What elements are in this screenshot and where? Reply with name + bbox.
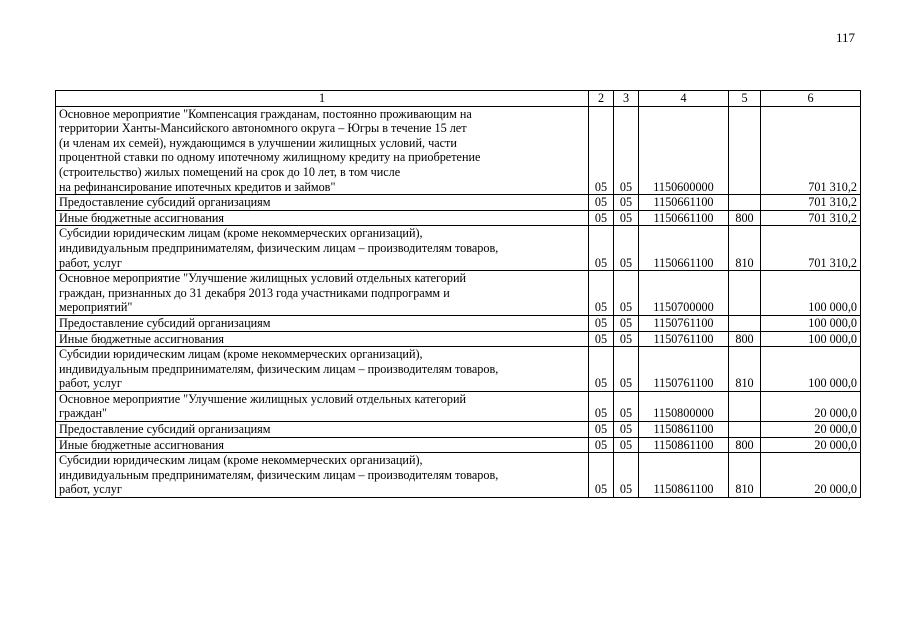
target-code-cell: 1150861100 xyxy=(639,453,729,498)
header-cell: 5 xyxy=(729,91,761,107)
section-cell: 05 xyxy=(589,347,614,392)
row-name-cell: Основное мероприятие "Улучшение жилищных условий отдельных категорий граждан" xyxy=(56,391,589,421)
expense-type-cell xyxy=(729,106,761,195)
amount-cell: 100 000,0 xyxy=(761,331,861,347)
target-code-cell: 1150761100 xyxy=(639,331,729,347)
section-cell: 05 xyxy=(589,195,614,211)
amount-cell: 100 000,0 xyxy=(761,347,861,392)
table-row xyxy=(56,437,861,453)
table-row xyxy=(56,210,861,226)
expense-type-cell: 810 xyxy=(729,226,761,271)
target-code-cell: 1150600000 xyxy=(639,106,729,195)
amount-cell: 20 000,0 xyxy=(761,391,861,421)
table-row xyxy=(56,347,861,392)
table-row xyxy=(56,315,861,331)
section-cell: 05 xyxy=(589,210,614,226)
amount-cell: 100 000,0 xyxy=(761,315,861,331)
header-cell: 3 xyxy=(614,91,639,107)
row-name-cell: Основное мероприятие "Компенсация гражданам, постоянно проживающим на территории Ханты-Мансийского автономного округа – Югры в течение 15 лет (и членам их семей), нуждающимся в улучшении жилищных условий, части процентной ставки по одному ипотечному жилищному кредиту на приобретение (строительство) жилых помещений на срок до 10 лет, в том числе на рефинансирование ипотечных кредитов и займов" xyxy=(56,106,589,195)
table-row xyxy=(56,271,861,316)
subsection-cell: 05 xyxy=(614,453,639,498)
header-cell: 4 xyxy=(639,91,729,107)
subsection-cell: 05 xyxy=(614,271,639,316)
section-cell: 05 xyxy=(589,391,614,421)
target-code-cell: 1150861100 xyxy=(639,422,729,438)
page-number: 117 xyxy=(835,30,855,45)
budget-table xyxy=(55,90,861,498)
expense-type-cell: 800 xyxy=(729,331,761,347)
section-cell: 05 xyxy=(589,453,614,498)
section-cell: 05 xyxy=(589,226,614,271)
row-name-cell: Субсидии юридическим лицам (кроме некоммерческих организаций), индивидуальным предпринимателям, физическим лицам – производителям товаров, работ, услуг xyxy=(56,453,589,498)
subsection-cell: 05 xyxy=(614,106,639,195)
row-name-cell: Предоставление субсидий организациям xyxy=(56,315,589,331)
section-cell: 05 xyxy=(589,437,614,453)
table-row xyxy=(56,422,861,438)
target-code-cell: 1150661100 xyxy=(639,210,729,226)
amount-cell: 701 310,2 xyxy=(761,106,861,195)
subsection-cell: 05 xyxy=(614,210,639,226)
header-row xyxy=(56,91,861,107)
section-cell: 05 xyxy=(589,106,614,195)
row-name-cell: Предоставление субсидий организациям xyxy=(56,422,589,438)
expense-type-cell xyxy=(729,422,761,438)
row-name-cell: Иные бюджетные ассигнования xyxy=(56,331,589,347)
header-cell: 1 xyxy=(56,91,589,107)
amount-cell: 20 000,0 xyxy=(761,453,861,498)
section-cell: 05 xyxy=(589,271,614,316)
target-code-cell: 1150700000 xyxy=(639,271,729,316)
amount-cell: 701 310,2 xyxy=(761,210,861,226)
row-name-cell: Иные бюджетные ассигнования xyxy=(56,210,589,226)
subsection-cell: 05 xyxy=(614,195,639,211)
expense-type-cell: 810 xyxy=(729,347,761,392)
expense-type-cell xyxy=(729,271,761,316)
amount-cell: 100 000,0 xyxy=(761,271,861,316)
expense-type-cell: 810 xyxy=(729,453,761,498)
amount-cell: 701 310,2 xyxy=(761,226,861,271)
table-row xyxy=(56,331,861,347)
expense-type-cell xyxy=(729,195,761,211)
amount-cell: 20 000,0 xyxy=(761,422,861,438)
row-name-cell: Предоставление субсидий организациям xyxy=(56,195,589,211)
section-cell: 05 xyxy=(589,315,614,331)
amount-cell: 20 000,0 xyxy=(761,437,861,453)
section-cell: 05 xyxy=(589,422,614,438)
row-name-cell: Иные бюджетные ассигнования xyxy=(56,437,589,453)
row-name-cell: Субсидии юридическим лицам (кроме некоммерческих организаций), индивидуальным предпринимателям, физическим лицам – производителям товаров, работ, услуг xyxy=(56,347,589,392)
amount-cell: 701 310,2 xyxy=(761,195,861,211)
row-name-cell: Субсидии юридическим лицам (кроме некоммерческих организаций), индивидуальным предпринимателям, физическим лицам – производителям товаров, работ, услуг xyxy=(56,226,589,271)
subsection-cell: 05 xyxy=(614,226,639,271)
section-cell: 05 xyxy=(589,331,614,347)
expense-type-cell: 800 xyxy=(729,437,761,453)
subsection-cell: 05 xyxy=(614,391,639,421)
table-row xyxy=(56,391,861,421)
table-row xyxy=(56,453,861,498)
target-code-cell: 1150761100 xyxy=(639,315,729,331)
expense-type-cell xyxy=(729,315,761,331)
target-code-cell: 1150761100 xyxy=(639,347,729,392)
subsection-cell: 05 xyxy=(614,422,639,438)
table-row xyxy=(56,226,861,271)
target-code-cell: 1150661100 xyxy=(639,195,729,211)
subsection-cell: 05 xyxy=(614,437,639,453)
table-row xyxy=(56,106,861,195)
subsection-cell: 05 xyxy=(614,347,639,392)
target-code-cell: 1150661100 xyxy=(639,226,729,271)
target-code-cell: 1150861100 xyxy=(639,437,729,453)
expense-type-cell: 800 xyxy=(729,210,761,226)
row-name-cell: Основное мероприятие "Улучшение жилищных условий отдельных категорий граждан, признанных до 31 декабря 2013 года участниками подпрограмм и мероприятий" xyxy=(56,271,589,316)
expense-type-cell xyxy=(729,391,761,421)
subsection-cell: 05 xyxy=(614,315,639,331)
subsection-cell: 05 xyxy=(614,331,639,347)
target-code-cell: 1150800000 xyxy=(639,391,729,421)
header-cell: 6 xyxy=(761,91,861,107)
table-row xyxy=(56,195,861,211)
header-cell: 2 xyxy=(589,91,614,107)
